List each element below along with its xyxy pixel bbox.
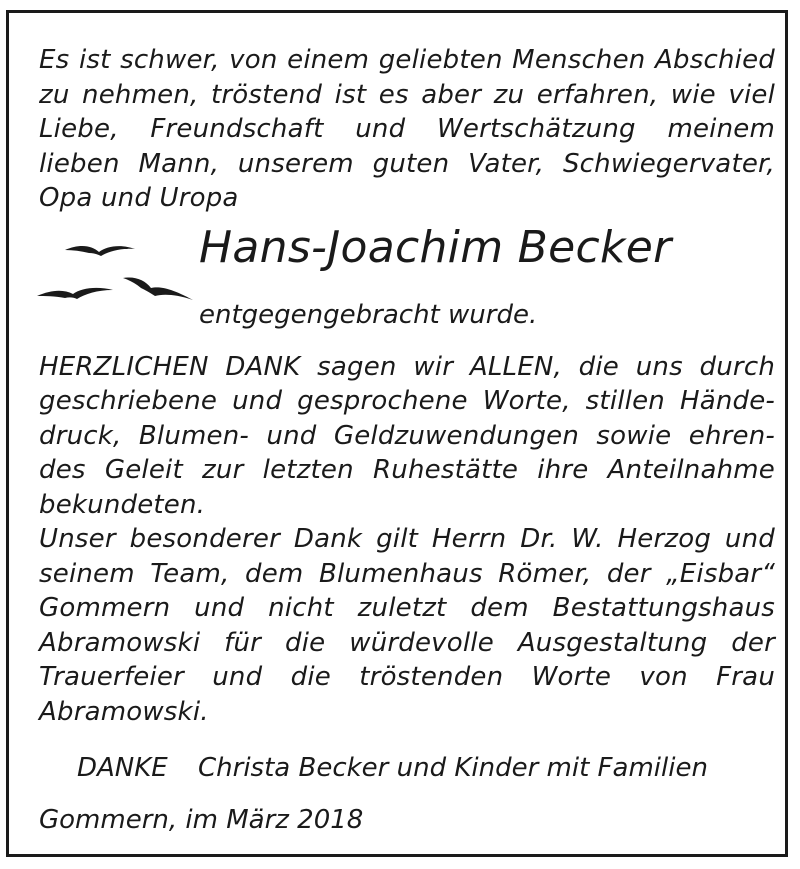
intro-line: lieben Mann, unserem guten Vater, Schwiegervater, bbox=[39, 148, 775, 179]
intro-line: Es ist schwer, von einem geliebten Menschen Abschied bbox=[39, 45, 775, 75]
signature bbox=[39, 751, 775, 785]
deceased-name: Hans-Joachim Becker bbox=[199, 221, 672, 273]
signature-names: Christa Becker und Kinder mit Familien bbox=[198, 753, 708, 783]
thanks-paragraph bbox=[39, 350, 775, 523]
thanks-line: druck, Blumen- und Geldzuwendungen sowie ehren- bbox=[39, 420, 775, 451]
thanks-line: HERZLICHEN DANK sagen wir ALLEN, die uns durch bbox=[39, 351, 775, 382]
special-thanks-line: Unser besonderer Dank gilt Herrn Dr. W. Herzog und bbox=[39, 524, 775, 554]
thanks-line: des Geleit zur letzten Ruhestätte ihre Anteilnahme bbox=[39, 455, 775, 485]
notice-frame bbox=[6, 10, 788, 857]
intro-line: zu nehmen, tröstend ist es aber zu erfahren, wie viel bbox=[39, 79, 775, 110]
special-thanks-line: Gommern und nicht zuletzt dem Bestattungshaus bbox=[39, 593, 775, 623]
place-date: Gommern, im März 2018 bbox=[39, 805, 364, 835]
special-thanks-line: seinem Team, dem Blumenhaus Römer, der „Eisbar“ bbox=[39, 558, 775, 589]
thanks-line: geschriebene und gesprochene Worte, stillen Hände- bbox=[39, 386, 775, 416]
notice-content bbox=[39, 43, 775, 837]
special-thanks-line: Trauerfeier und die tröstenden Worte von Frau bbox=[39, 662, 775, 692]
special-thanks-line: Abramowski. bbox=[39, 696, 209, 727]
flying-birds-icon bbox=[35, 236, 195, 326]
special-thanks-line: Abramowski für die würdevolle Ausgestaltung der bbox=[39, 627, 775, 658]
special-thanks-paragraph bbox=[39, 522, 775, 729]
intro-line: Opa und Uropa bbox=[39, 183, 239, 213]
deceased-block bbox=[39, 216, 775, 350]
intro-line: Liebe, Freundschaft und Wertschätzung meinem bbox=[39, 114, 775, 144]
thanks-line: bekundeten. bbox=[39, 489, 206, 520]
signature-danke: DANKE bbox=[77, 753, 168, 783]
intro-paragraph bbox=[39, 43, 775, 216]
received-text: entgegengebracht wurde. bbox=[199, 299, 538, 330]
